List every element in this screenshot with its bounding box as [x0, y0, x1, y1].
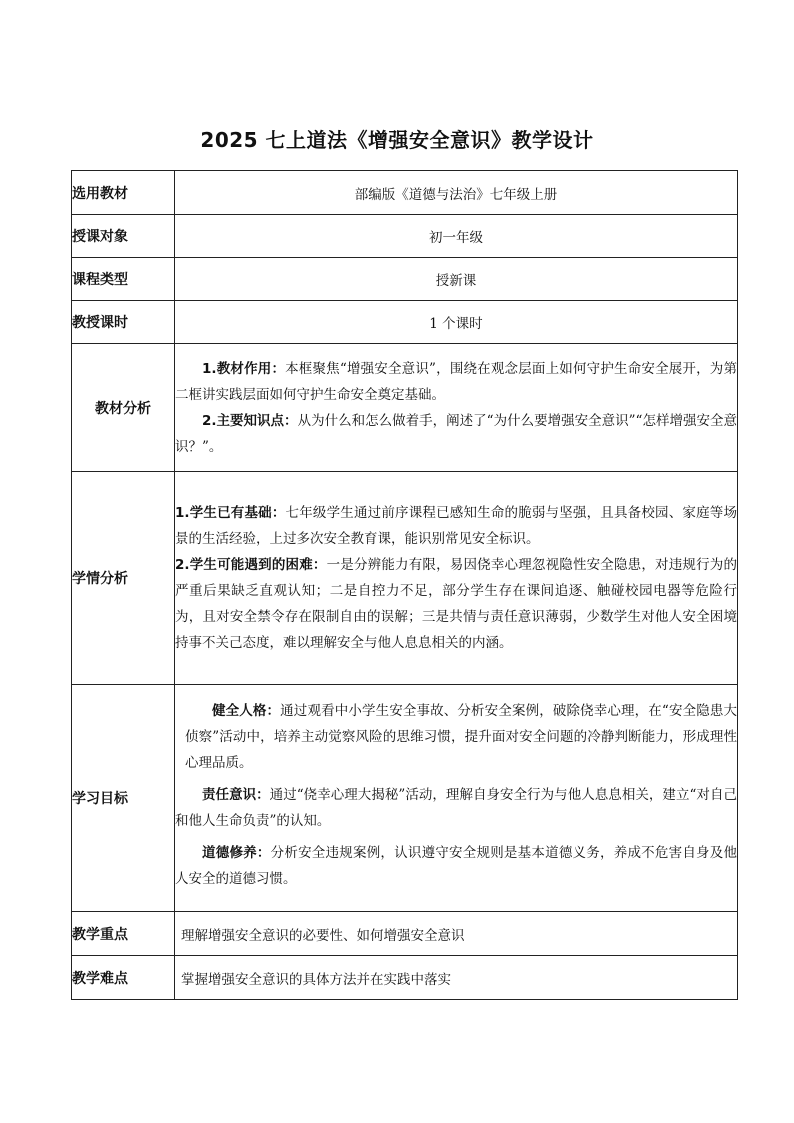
value-audience: 初一年级: [175, 215, 738, 258]
material-analysis-paragraph-1: [175, 356, 737, 408]
learner-analysis-heading-1: 1.学生已有基础：: [175, 505, 286, 521]
row-audience: [72, 215, 738, 258]
learner-analysis-paragraph-1: [175, 500, 737, 552]
label-objectives: 学习目标: [72, 685, 175, 912]
label-hours: 教授课时: [72, 301, 175, 344]
material-analysis-text-2: 从为什么和怎么做着手，阐述了“为什么要增强安全意识”“怎样增强安全意识？”。: [175, 412, 737, 455]
learner-analysis-text-2: 一是分辨能力有限，易因侥幸心理忽视隐性安全隐患，对违规行为的严重后果缺乏直观认知；二是自控力不足，部分学生存在课间追逐、触碰校园电器等危险行为，且对安全禁令存在限制自由的误解；三是共情与责任意识薄弱，少数学生对他人安全困境持事不关己态度，难以理解安全与他人息息相关的内涵。: [175, 557, 737, 651]
objective-responsibility-text: 通过“侥幸心理大揭秘”活动，理解自身安全行为与他人息息相关，建立“对自己和他人生命负责”的认知。: [175, 787, 737, 829]
row-course-type: [72, 258, 738, 301]
value-material-analysis: [175, 344, 738, 472]
row-difficulties: [72, 956, 738, 1000]
label-course-type: 课程类型: [72, 258, 175, 301]
objective-morality-heading: 道德修养：: [202, 845, 271, 861]
row-hours: [72, 301, 738, 344]
value-difficulties: 掌握增强安全意识的具体方法并在实践中落实: [175, 956, 738, 1000]
value-textbook: 部编版《道德与法治》七年级上册: [175, 171, 738, 215]
label-textbook: 选用教材: [72, 171, 175, 215]
objective-responsibility-heading: 责任意识：: [202, 787, 270, 803]
learner-analysis-paragraph-2: [175, 552, 737, 656]
value-hours: 1 个课时: [175, 301, 738, 344]
row-textbook: [72, 171, 738, 215]
row-learner-analysis: [72, 472, 738, 685]
objective-morality-text: 分析安全违规案例，认识遵守安全规则是基本道德义务，养成不危害自身及他人安全的道德习惯。: [175, 845, 738, 887]
value-objectives: [175, 685, 738, 912]
objective-personality-text: 通过观看中小学生安全事故、分析安全案例，破除侥幸心理，在“安全隐患大侦察”活动中，培养主动觉察风险的思维习惯，提升面对安全问题的冷静判断能力，形成理性心理品质。: [185, 703, 737, 771]
value-course-type: 授新课: [175, 258, 738, 301]
objective-responsibility: [175, 782, 737, 834]
objective-personality-heading: 健全人格：: [212, 703, 281, 719]
label-material-analysis: 教材分析: [72, 344, 175, 472]
material-analysis-text-1: 本框聚焦“增强安全意识”，围绕在观念层面上如何守护生命安全展开，为第二框讲实践层面如何守护生命安全奠定基础。: [175, 360, 737, 403]
lesson-plan-table: [71, 170, 738, 1000]
value-learner-analysis: [175, 472, 738, 685]
label-key-points: 教学重点: [72, 912, 175, 956]
objective-personality: [175, 698, 737, 776]
objective-morality: [175, 840, 737, 892]
row-objectives: [72, 685, 738, 912]
material-analysis-heading-2: 2.主要知识点：: [202, 412, 298, 429]
label-difficulties: 教学难点: [72, 956, 175, 1000]
row-key-points: [72, 912, 738, 956]
label-audience: 授课对象: [72, 215, 175, 258]
material-analysis-heading-1: 1.教材作用：: [202, 360, 286, 377]
learner-analysis-heading-2: 2.学生可能遇到的困难：: [175, 557, 327, 573]
learner-analysis-text-1: 七年级学生通过前序课程已感知生命的脆弱与坚强，且具备校园、家庭等场景的生活经验，上过多次安全教育课，能识别常见安全标识。: [175, 505, 737, 547]
document-title: 2025 七上道法《增强安全意识》教学设计: [200, 128, 594, 152]
label-learner-analysis: 学情分析: [72, 472, 175, 685]
material-analysis-paragraph-2: [175, 408, 737, 460]
row-material-analysis: [72, 344, 738, 472]
value-key-points: 理解增强安全意识的必要性、如何增强安全意识: [175, 912, 738, 956]
